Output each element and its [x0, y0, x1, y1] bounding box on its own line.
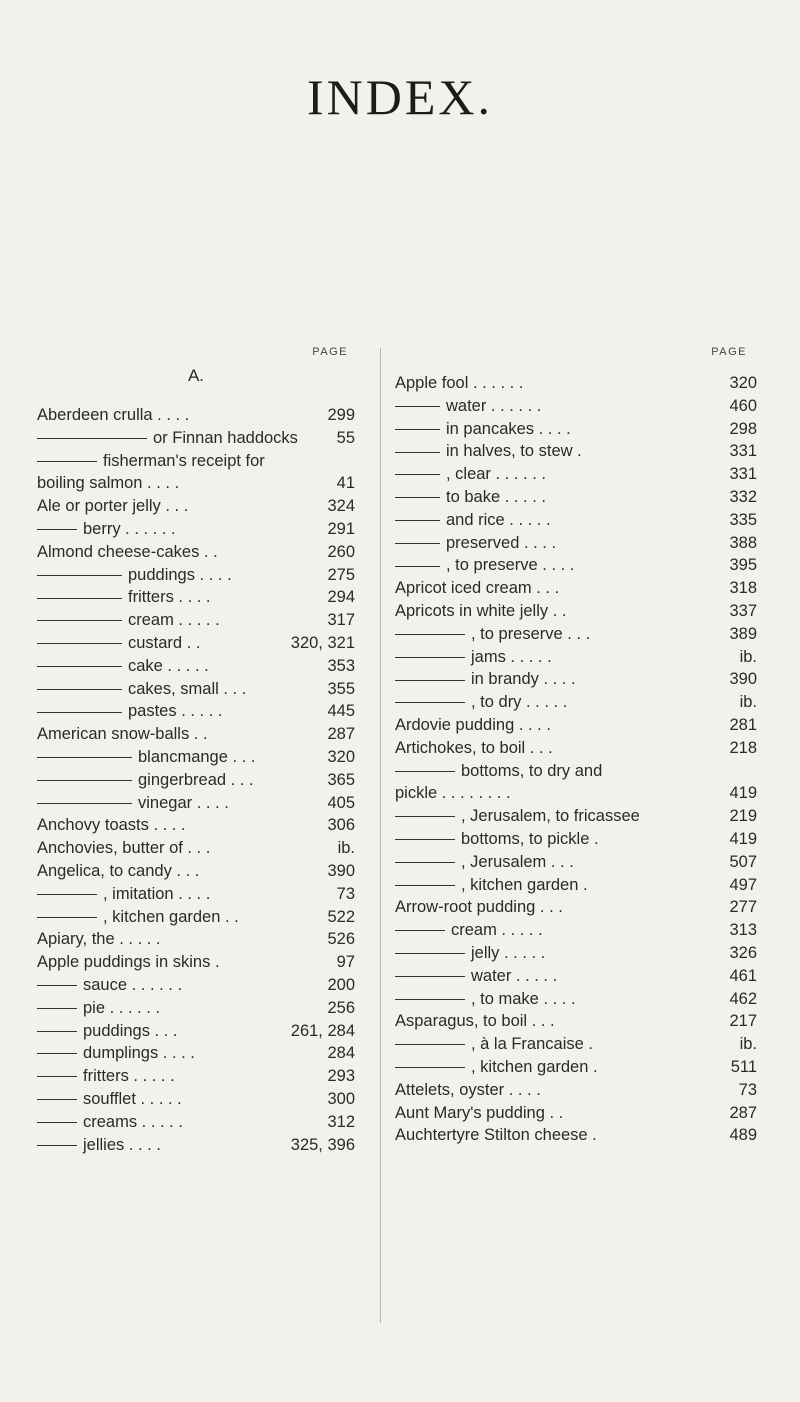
- entry-text: pie . . . . . .: [83, 998, 161, 1017]
- entry-page-number: 306: [323, 814, 355, 837]
- column-divider: [380, 348, 381, 1323]
- page-column-header: PAGE: [711, 346, 747, 358]
- entry-page-number: 260: [323, 541, 355, 564]
- entry-page-number: 419: [725, 782, 757, 805]
- entry-page-number: 405: [323, 792, 355, 815]
- ditto-dash: [395, 885, 455, 886]
- entry-text: water . . . . .: [471, 966, 558, 985]
- ditto-dash: [395, 999, 465, 1000]
- index-entry: [37, 518, 355, 541]
- entry-text: Auchtertyre Stilton cheese .: [395, 1126, 597, 1145]
- index-entry: [37, 883, 355, 906]
- index-entry: [37, 1134, 355, 1157]
- entry-page-number: 73: [735, 1079, 757, 1102]
- entry-page-number: 275: [323, 564, 355, 587]
- entry-page-number: 355: [323, 678, 355, 701]
- entry-page-number: ib.: [736, 646, 757, 669]
- index-entry: [37, 906, 355, 929]
- entry-text: , kitchen garden .: [461, 875, 588, 894]
- entry-page-number: 318: [725, 577, 757, 600]
- index-entry: [395, 919, 757, 942]
- entry-text: in halves, to stew .: [446, 442, 582, 461]
- ditto-dash: [37, 461, 97, 462]
- index-entry: [395, 965, 757, 988]
- entry-text: Aunt Mary's pudding . .: [395, 1103, 564, 1122]
- entry-text: cake . . . . .: [128, 656, 209, 675]
- ditto-dash: [395, 634, 465, 635]
- ditto-dash: [37, 529, 77, 530]
- ditto-dash: [37, 1145, 77, 1146]
- ditto-dash: [395, 1044, 465, 1045]
- index-entry: [395, 691, 757, 714]
- entry-text: blancmange . . .: [138, 747, 256, 766]
- index-entry: [37, 541, 355, 564]
- entry-page-number: ib.: [334, 837, 355, 860]
- index-entry: [37, 837, 355, 860]
- entry-page-number: 200: [323, 974, 355, 997]
- index-entry: [37, 564, 355, 587]
- entry-text: , kitchen garden . .: [103, 907, 239, 926]
- entry-text: to bake . . . . .: [446, 487, 546, 506]
- index-entry: [395, 874, 757, 897]
- ditto-dash: [37, 1008, 77, 1009]
- entry-text: Ardovie pudding . . . .: [395, 715, 551, 734]
- ditto-dash: [395, 976, 465, 977]
- page-column-header: PAGE: [312, 346, 348, 358]
- ditto-dash: [37, 757, 132, 758]
- ditto-dash: [37, 985, 77, 986]
- ditto-dash: [37, 1122, 77, 1123]
- entry-page-number: 445: [323, 700, 355, 723]
- entry-page-number: 461: [725, 965, 757, 988]
- entry-text: cakes, small . . .: [128, 679, 247, 698]
- left-entry-list: [37, 404, 355, 1156]
- entry-page-number: 277: [725, 896, 757, 919]
- ditto-dash: [395, 839, 455, 840]
- index-entry: [37, 495, 355, 518]
- entry-page-number: 320: [323, 746, 355, 769]
- entry-page-number: 460: [725, 395, 757, 418]
- entry-page-number: 293: [323, 1065, 355, 1088]
- entry-text: jelly . . . . .: [471, 943, 546, 962]
- entry-text: Asparagus, to boil . . .: [395, 1012, 555, 1031]
- index-entry: [395, 828, 757, 851]
- entry-page-number: 320, 321: [287, 632, 355, 655]
- entry-page-number: 337: [725, 600, 757, 623]
- entry-text: preserved . . . .: [446, 533, 557, 552]
- entry-text: puddings . . . .: [128, 565, 232, 584]
- ditto-dash: [37, 666, 122, 667]
- index-entry: [395, 1056, 757, 1079]
- entry-text: Arrow-root pudding . . .: [395, 898, 563, 917]
- index-entry: [37, 792, 355, 815]
- entry-text: water . . . . . .: [446, 396, 542, 415]
- entry-page-number: 298: [725, 418, 757, 441]
- entry-text: berry . . . . . .: [83, 519, 176, 538]
- entry-page-number: 299: [323, 404, 355, 427]
- ditto-dash: [37, 1031, 77, 1032]
- entry-page-number: 300: [323, 1088, 355, 1111]
- entry-page-number: 331: [725, 463, 757, 486]
- ditto-dash: [395, 543, 440, 544]
- entry-page-number: 511: [727, 1056, 757, 1079]
- index-entry: [395, 646, 757, 669]
- entry-text: Apple fool . . . . . .: [395, 374, 524, 392]
- entry-text: Apricots in white jelly . .: [395, 601, 567, 620]
- entry-page-number: 73: [333, 883, 355, 906]
- ditto-dash: [395, 406, 440, 407]
- index-entry: [395, 600, 757, 623]
- entry-page-number: 389: [725, 623, 757, 646]
- index-entry: [395, 418, 757, 441]
- ditto-dash: [37, 894, 97, 895]
- ditto-dash: [37, 1099, 77, 1100]
- entry-page-number: ib.: [736, 691, 757, 714]
- entry-text: Artichokes, to boil . . .: [395, 738, 553, 757]
- ditto-dash: [395, 702, 465, 703]
- entry-text: cream . . . . .: [451, 921, 543, 940]
- page-title: INDEX.: [306, 69, 494, 125]
- entry-text: Apple puddings in skins .: [37, 953, 220, 972]
- entry-text: Anchovies, butter of . . .: [37, 839, 211, 858]
- entry-text: , to dry . . . . .: [471, 693, 568, 712]
- entry-text: cream . . . . .: [128, 611, 220, 630]
- index-entry: [37, 1065, 355, 1088]
- ditto-dash: [395, 771, 455, 772]
- entry-page-number: 219: [725, 805, 757, 828]
- index-entry: [37, 997, 355, 1020]
- entry-text: , à la Francaise .: [471, 1035, 593, 1054]
- entry-page-number: 507: [725, 851, 757, 874]
- entry-page-number: 395: [725, 554, 757, 577]
- entry-text: fritters . . . .: [128, 588, 211, 607]
- index-entry: [37, 814, 355, 837]
- entry-text: sauce . . . . . .: [83, 975, 183, 994]
- entry-text: bottoms, to pickle .: [461, 829, 599, 848]
- right-entry-list: [395, 372, 757, 1147]
- ditto-dash: [395, 1067, 465, 1068]
- entry-text: Almond cheese-cakes . .: [37, 542, 218, 561]
- index-entry: [395, 1010, 757, 1033]
- entry-text: Attelets, oyster . . . .: [395, 1080, 541, 1099]
- index-entry: [37, 769, 355, 792]
- ditto-dash: [395, 816, 455, 817]
- entry-text: in brandy . . . .: [471, 670, 576, 689]
- ditto-dash: [395, 497, 440, 498]
- ditto-dash: [395, 862, 455, 863]
- entry-page-number: 291: [323, 518, 355, 541]
- entry-page-number: 390: [725, 668, 757, 691]
- index-entry: [395, 372, 757, 395]
- ditto-dash: [395, 452, 440, 453]
- entry-page-number: 97: [333, 951, 355, 974]
- index-entry: [395, 532, 757, 555]
- index-entry: [37, 1020, 355, 1043]
- entry-text: vinegar . . . .: [138, 793, 229, 812]
- entry-page-number: 419: [725, 828, 757, 851]
- entry-page-number: 497: [725, 874, 757, 897]
- entry-text: boiling salmon . . . .: [37, 474, 180, 493]
- entry-page-number: 325, 396: [287, 1134, 355, 1157]
- index-entry: [37, 746, 355, 769]
- ditto-dash: [37, 712, 122, 713]
- entry-page-number: 390: [323, 860, 355, 883]
- index-entry: [37, 1042, 355, 1065]
- entry-page-number: 462: [725, 988, 757, 1011]
- entry-page-number: 55: [333, 427, 355, 450]
- index-entry: [395, 486, 757, 509]
- index-entry: [37, 974, 355, 997]
- entry-page-number: 324: [323, 495, 355, 518]
- index-entry: [395, 554, 757, 577]
- ditto-dash: [37, 620, 122, 621]
- entry-page-number: 256: [323, 997, 355, 1020]
- index-entry: [37, 404, 355, 427]
- entry-text: custard . .: [128, 633, 201, 652]
- entry-text: jellies . . . .: [83, 1135, 161, 1154]
- index-entry: [37, 723, 355, 746]
- index-entry: [395, 509, 757, 532]
- index-entry: [37, 450, 355, 473]
- index-entry: [395, 942, 757, 965]
- entry-text: or Finnan haddocks: [153, 428, 298, 447]
- entry-page-number: 281: [725, 714, 757, 737]
- entry-page-number: 320: [725, 372, 757, 395]
- entry-text: and rice . . . . .: [446, 510, 551, 529]
- entry-page-number: 261, 284: [287, 1020, 355, 1043]
- entry-page-number: 217: [725, 1010, 757, 1033]
- ditto-dash: [37, 1053, 77, 1054]
- index-entry: [395, 805, 757, 828]
- entry-page-number: 335: [725, 509, 757, 532]
- index-entry: [395, 668, 757, 691]
- entry-page-number: 331: [725, 440, 757, 463]
- entry-text: , Jerusalem . . .: [461, 852, 574, 871]
- entry-text: fritters . . . . .: [83, 1067, 175, 1086]
- entry-page-number: 522: [323, 906, 355, 929]
- entry-text: , imitation . . . .: [103, 884, 211, 903]
- ditto-dash: [37, 598, 122, 599]
- index-entry: [395, 1079, 757, 1102]
- index-entry: [37, 472, 355, 495]
- index-entry: [37, 427, 355, 450]
- index-entry: [37, 951, 355, 974]
- entry-text: pastes . . . . .: [128, 702, 223, 721]
- index-entry: [395, 395, 757, 418]
- index-entry: [37, 1111, 355, 1134]
- entry-text: , to preserve . . . .: [446, 556, 575, 575]
- index-entry: [395, 1033, 757, 1056]
- ditto-dash: [37, 803, 132, 804]
- entry-text: creams . . . . .: [83, 1112, 183, 1131]
- index-entry: [395, 577, 757, 600]
- ditto-dash: [395, 930, 445, 931]
- entry-text: jams . . . . .: [471, 647, 552, 666]
- entry-page-number: ib.: [736, 1033, 757, 1056]
- index-entry: [37, 860, 355, 883]
- ditto-dash: [395, 566, 440, 567]
- index-entry: [395, 714, 757, 737]
- ditto-dash: [37, 575, 122, 576]
- entry-text: Apricot iced cream . . .: [395, 579, 560, 598]
- entry-text: , to preserve . . .: [471, 624, 591, 643]
- entry-text: dumplings . . . .: [83, 1044, 195, 1063]
- entry-page-number: 332: [725, 486, 757, 509]
- ditto-dash: [395, 429, 440, 430]
- index-entry: [395, 1102, 757, 1125]
- entry-text: Ale or porter jelly . . .: [37, 497, 189, 516]
- index-entry: [395, 623, 757, 646]
- entry-text: Anchovy toasts . . . .: [37, 816, 186, 835]
- entry-text: American snow-balls . .: [37, 725, 208, 744]
- ditto-dash: [37, 438, 147, 439]
- ditto-dash: [395, 520, 440, 521]
- index-entry: [395, 851, 757, 874]
- entry-text: soufflet . . . . .: [83, 1089, 182, 1108]
- entry-page-number: 388: [725, 532, 757, 555]
- entry-page-number: 41: [333, 472, 355, 495]
- ditto-dash: [395, 680, 465, 681]
- entry-page-number: 526: [323, 928, 355, 951]
- entry-page-number: 326: [725, 942, 757, 965]
- ditto-dash: [395, 953, 465, 954]
- entry-page-number: 317: [323, 609, 355, 632]
- entry-text: bottoms, to dry and: [461, 761, 603, 780]
- entry-text: puddings . . .: [83, 1021, 178, 1040]
- entry-text: Apiary, the . . . . .: [37, 930, 161, 949]
- index-entry: [395, 440, 757, 463]
- entry-text: Aberdeen crulla . . . .: [37, 406, 190, 424]
- index-entry: [37, 655, 355, 678]
- section-letter: A.: [187, 366, 205, 385]
- entry-text: fisherman's receipt for: [103, 451, 265, 470]
- ditto-dash: [37, 917, 97, 918]
- index-entry: [395, 1124, 757, 1147]
- index-entry: [37, 700, 355, 723]
- ditto-dash: [37, 689, 122, 690]
- entry-page-number: 353: [323, 655, 355, 678]
- index-entry: [37, 609, 355, 632]
- index-entry: [37, 678, 355, 701]
- index-entry: [37, 1088, 355, 1111]
- entry-text: pickle . . . . . . . .: [395, 784, 511, 803]
- entry-text: Angelica, to candy . . .: [37, 861, 200, 880]
- entry-page-number: 218: [725, 737, 757, 760]
- index-entry: [395, 782, 757, 805]
- entry-text: gingerbread . . .: [138, 770, 254, 789]
- entry-text: , clear . . . . . .: [446, 465, 546, 484]
- entry-text: , to make . . . .: [471, 989, 576, 1008]
- entry-page-number: 365: [323, 769, 355, 792]
- index-entry: [37, 928, 355, 951]
- entry-page-number: 313: [725, 919, 757, 942]
- entry-text: , kitchen garden .: [471, 1057, 598, 1076]
- entry-page-number: 287: [323, 723, 355, 746]
- entry-page-number: 284: [323, 1042, 355, 1065]
- entry-text: , Jerusalem, to fricassee: [461, 807, 640, 826]
- entry-page-number: 294: [323, 586, 355, 609]
- index-entry: [37, 632, 355, 655]
- entry-text: in pancakes . . . .: [446, 419, 571, 438]
- ditto-dash: [395, 474, 440, 475]
- index-entry: [395, 737, 757, 760]
- index-entry: [395, 463, 757, 486]
- index-entry: [395, 988, 757, 1011]
- index-entry: [395, 896, 757, 919]
- entry-page-number: 287: [725, 1102, 757, 1125]
- entry-page-number: 489: [725, 1124, 757, 1147]
- index-entry: [395, 760, 757, 783]
- ditto-dash: [37, 780, 132, 781]
- ditto-dash: [37, 643, 122, 644]
- index-entry: [37, 586, 355, 609]
- ditto-dash: [395, 657, 465, 658]
- ditto-dash: [37, 1076, 77, 1077]
- entry-page-number: 312: [323, 1111, 355, 1134]
